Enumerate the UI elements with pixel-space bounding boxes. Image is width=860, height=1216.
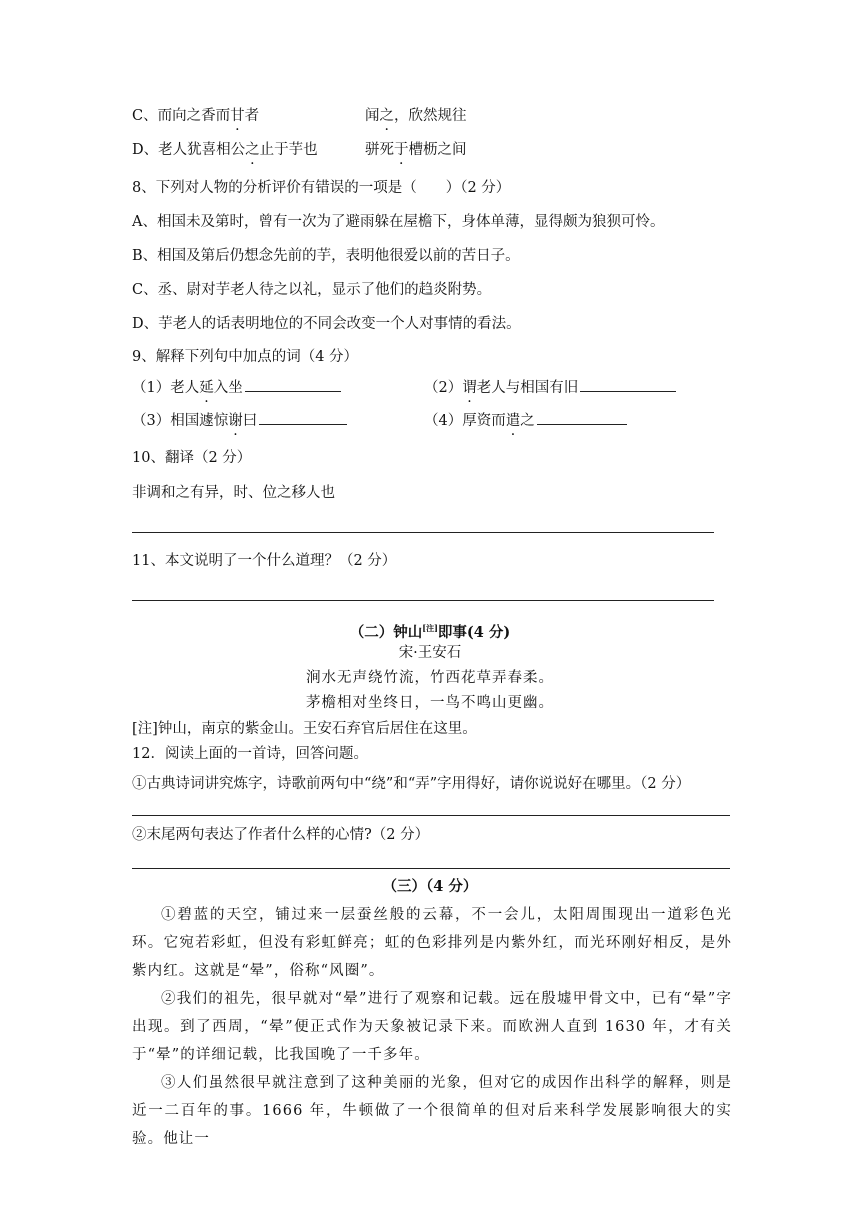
q12-stem: 12．阅读上面的一首诗，回答问题。 [132, 746, 368, 762]
q8-stem: 8、下列对人物的分析评价有错误的一项是（ ）（2 分） [132, 180, 511, 196]
q10-sentence: 非调和之有异，时、位之移人也 [132, 485, 335, 501]
q7-option-c-left: C、而向之香而甘者 [132, 108, 260, 124]
answer-line[interactable] [132, 600, 714, 601]
answer-line[interactable] [132, 815, 730, 816]
q9-stem: 9、解释下列句中加点的词（4 分） [132, 349, 359, 365]
section3-passage [132, 901, 732, 1153]
paragraph-2: ②我们的祖先，很早就对“晕”进行了观察和记载。远在殷墟甲骨文中，已有“晕”字出现。到了西周，“晕”便正式作为天象被记录下来。而欧洲人直到 1630 年，才有关于“晕”的详细记载，比我国晚了一千多年。 [132, 991, 732, 1063]
poem-line-2: 茅檐相对坐终日，一鸟不鸣山更幽。 [306, 695, 554, 711]
q9-item-1: （1）老人延入坐 [132, 377, 341, 398]
q7-option-c-right: 闻之，欣然规往 [365, 108, 467, 124]
q8-option-d: D、芋老人的话表明地位的不同会改变一个人对事情的看法。 [132, 316, 521, 332]
answer-blank[interactable] [580, 377, 676, 392]
q12-sub-2: ②末尾两句表达了作者什么样的心情?（2 分） [132, 827, 430, 843]
q9-item-4: （4）厚资而遣之 [424, 410, 627, 431]
paragraph-3: ③人们虽然很早就注意到了这种美丽的光象，但对它的成因作出科学的解释，则是近一二百年的事。1666 年，牛顿做了一个很简单的但对后来科学发展影响很大的实验。他让一 [132, 1075, 732, 1147]
paragraph-1: ①碧蓝的天空，铺过来一层蚕丝般的云幕，不一会儿，太阳周围现出一道彩色光环。它宛若彩虹，但没有彩虹鲜亮；虹的色彩排列是内紫外红，而光环刚好相反，是外紫内红。这就是“晕”，俗称“风圈”。 [132, 907, 732, 979]
answer-line[interactable] [132, 532, 714, 533]
q9-item-3: （3）相国遽惊谢曰 [132, 410, 347, 431]
poem-line-1: 涧水无声绕竹流，竹西花草弄春柔。 [306, 670, 554, 686]
q10-stem: 10、翻译（2 分） [132, 450, 252, 466]
answer-blank[interactable] [259, 410, 347, 425]
answer-blank[interactable] [537, 410, 627, 425]
answer-blank[interactable] [245, 377, 341, 392]
q8-option-a: A、相国未及第时，曾有一次为了避雨躲在屋檐下，身体单薄，显得颇为狼狈可怜。 [132, 214, 665, 230]
q7-option-d-right: 骈死于槽枥之间 [365, 142, 467, 158]
q11-stem: 11、本文说明了一个什么道理？（2 分） [132, 553, 397, 569]
section3-title: （三）（4 分） [382, 878, 478, 895]
answer-line[interactable] [132, 868, 730, 869]
q7-option-d-left: D、老人犹喜相公之止于芋也 [132, 142, 318, 158]
q12-sub-1: ①古典诗词讲究炼字，诗歌前两句中“绕”和“弄”字用得好，请你说说好在哪里。（2 分） [132, 776, 691, 792]
poem-title: （二）钟山[注]即事(4 分) [349, 623, 511, 641]
q8-option-b: B、相国及第后仍想念先前的芋，表明他很爱以前的苦日子。 [132, 248, 520, 264]
poem-note: [注]钟山，南京的紫金山。王安石弃官后居住在这里。 [132, 721, 477, 737]
poem-author: 宋·王安石 [398, 645, 462, 661]
q8-option-c: C、丞、尉对芋老人待之以礼，显示了他们的趋炎附势。 [132, 282, 492, 298]
q9-item-2: （2）谓老人与相国有旧 [424, 377, 676, 398]
